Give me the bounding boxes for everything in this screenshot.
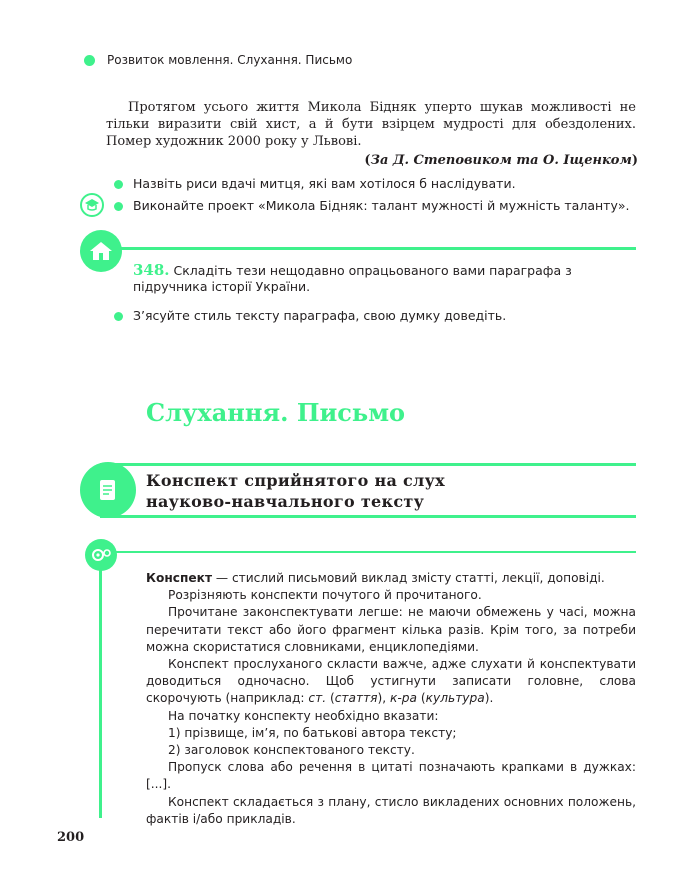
topic-title-line-2: науково-навчального тексту (146, 492, 425, 511)
page-number: 200 (57, 830, 85, 845)
theory-p5: На початку конспекту необхідно вказати: (168, 708, 439, 723)
section-title: Слухання. Письмо (146, 398, 406, 427)
task-number: 348. (133, 261, 170, 279)
gears-head-icon (90, 545, 112, 565)
task-divider-line (100, 247, 636, 250)
home-task-icon (80, 230, 122, 272)
bullet-dot (114, 312, 123, 321)
header-bullet (84, 55, 95, 66)
source-close-paren: ) (631, 153, 638, 168)
intro-paragraph: Протягом усього життя Микола Бідняк уперто шукав можливості не тільки виразити свій хист, а й бути взірцем мудрості для обездолених. Помер художник 2000 року у Львові. (106, 100, 636, 149)
theory-p3: Прочитане законспектувати легше: не маючи обмежень у часі, можна перечитати текст або його фрагмент кілька разів. Крім того, за потреби можна скористатися словниками, енциклопедіями. (146, 605, 636, 654)
term: Конспект (146, 571, 213, 585)
bullet-text-2: Виконайте проект «Микола Бідняк: талант мужності й мужність таланту». (133, 198, 630, 213)
abbr-2: к-ра (390, 691, 418, 706)
graduation-cap-icon (84, 198, 100, 212)
definition: — стислий письмовий виклад змісту статті, лекції, доповіді. (212, 571, 605, 585)
bullet-dot (114, 202, 123, 211)
topic-icon (80, 462, 136, 518)
list-item-2: 2) заголовок конспектованого тексту. (168, 743, 415, 758)
theory-top-line (100, 551, 636, 553)
house-icon (89, 240, 113, 262)
definition-line (146, 570, 636, 587)
p4-text: Конспект прослуханого скласти важче, адже слухати й конспектувати доводиться одночасно. Щоб устигнути записати головне, слова скорочують (наприклад: (146, 657, 636, 706)
full-1: стаття (334, 691, 378, 706)
scroll-document-icon (97, 477, 119, 503)
theory-p2: Розрізняють конспекти почутого й прочитаного. (168, 588, 482, 603)
theory-text (146, 570, 636, 828)
source-open-paren: ( (364, 153, 371, 168)
topic-title-line-1: Конспект сприйнятого на слух (146, 471, 446, 490)
project-icon (80, 193, 104, 217)
abbr-1: ст. (308, 691, 327, 706)
theory-vertical-line (99, 570, 102, 818)
list-item-1: 1) прізвище, ім’я, по батькові автора тексту; (168, 725, 457, 740)
open-2: ( (417, 691, 426, 706)
task-348 (133, 262, 639, 295)
topic-top-line (100, 463, 636, 466)
theory-icon (85, 539, 117, 571)
theory-p4 (146, 656, 636, 708)
running-header: Розвиток мовлення. Слухання. Письмо (107, 53, 353, 67)
close-2: ). (484, 691, 494, 706)
theory-p7: Конспект складається з плану, стисло викладених основних положень, фактів і/або прикладів. (146, 794, 636, 826)
open-1: ( (326, 691, 335, 706)
bullet-text-1: Назвіть риси вдачі митця, які вам хотілося б наслідувати. (133, 176, 516, 191)
intro-source (364, 152, 638, 169)
task-text: Складіть тези нещодавно опрацьованого вами параграфа з підручника історії України. (133, 263, 572, 294)
full-2: культура (425, 691, 485, 706)
close-1: ), (377, 691, 391, 706)
source-authors: За Д. Степовиком та О. Іщенком (370, 153, 632, 168)
theory-p6: Пропуск слова або речення в цитаті позначають крапками в дужках: [...]. (146, 760, 636, 792)
task-bullet-text: З’ясуйте стиль тексту параграфа, свою думку доведіть. (133, 308, 507, 323)
topic-title (146, 470, 445, 512)
topic-bottom-line (100, 515, 636, 518)
bullet-dot (114, 180, 123, 189)
